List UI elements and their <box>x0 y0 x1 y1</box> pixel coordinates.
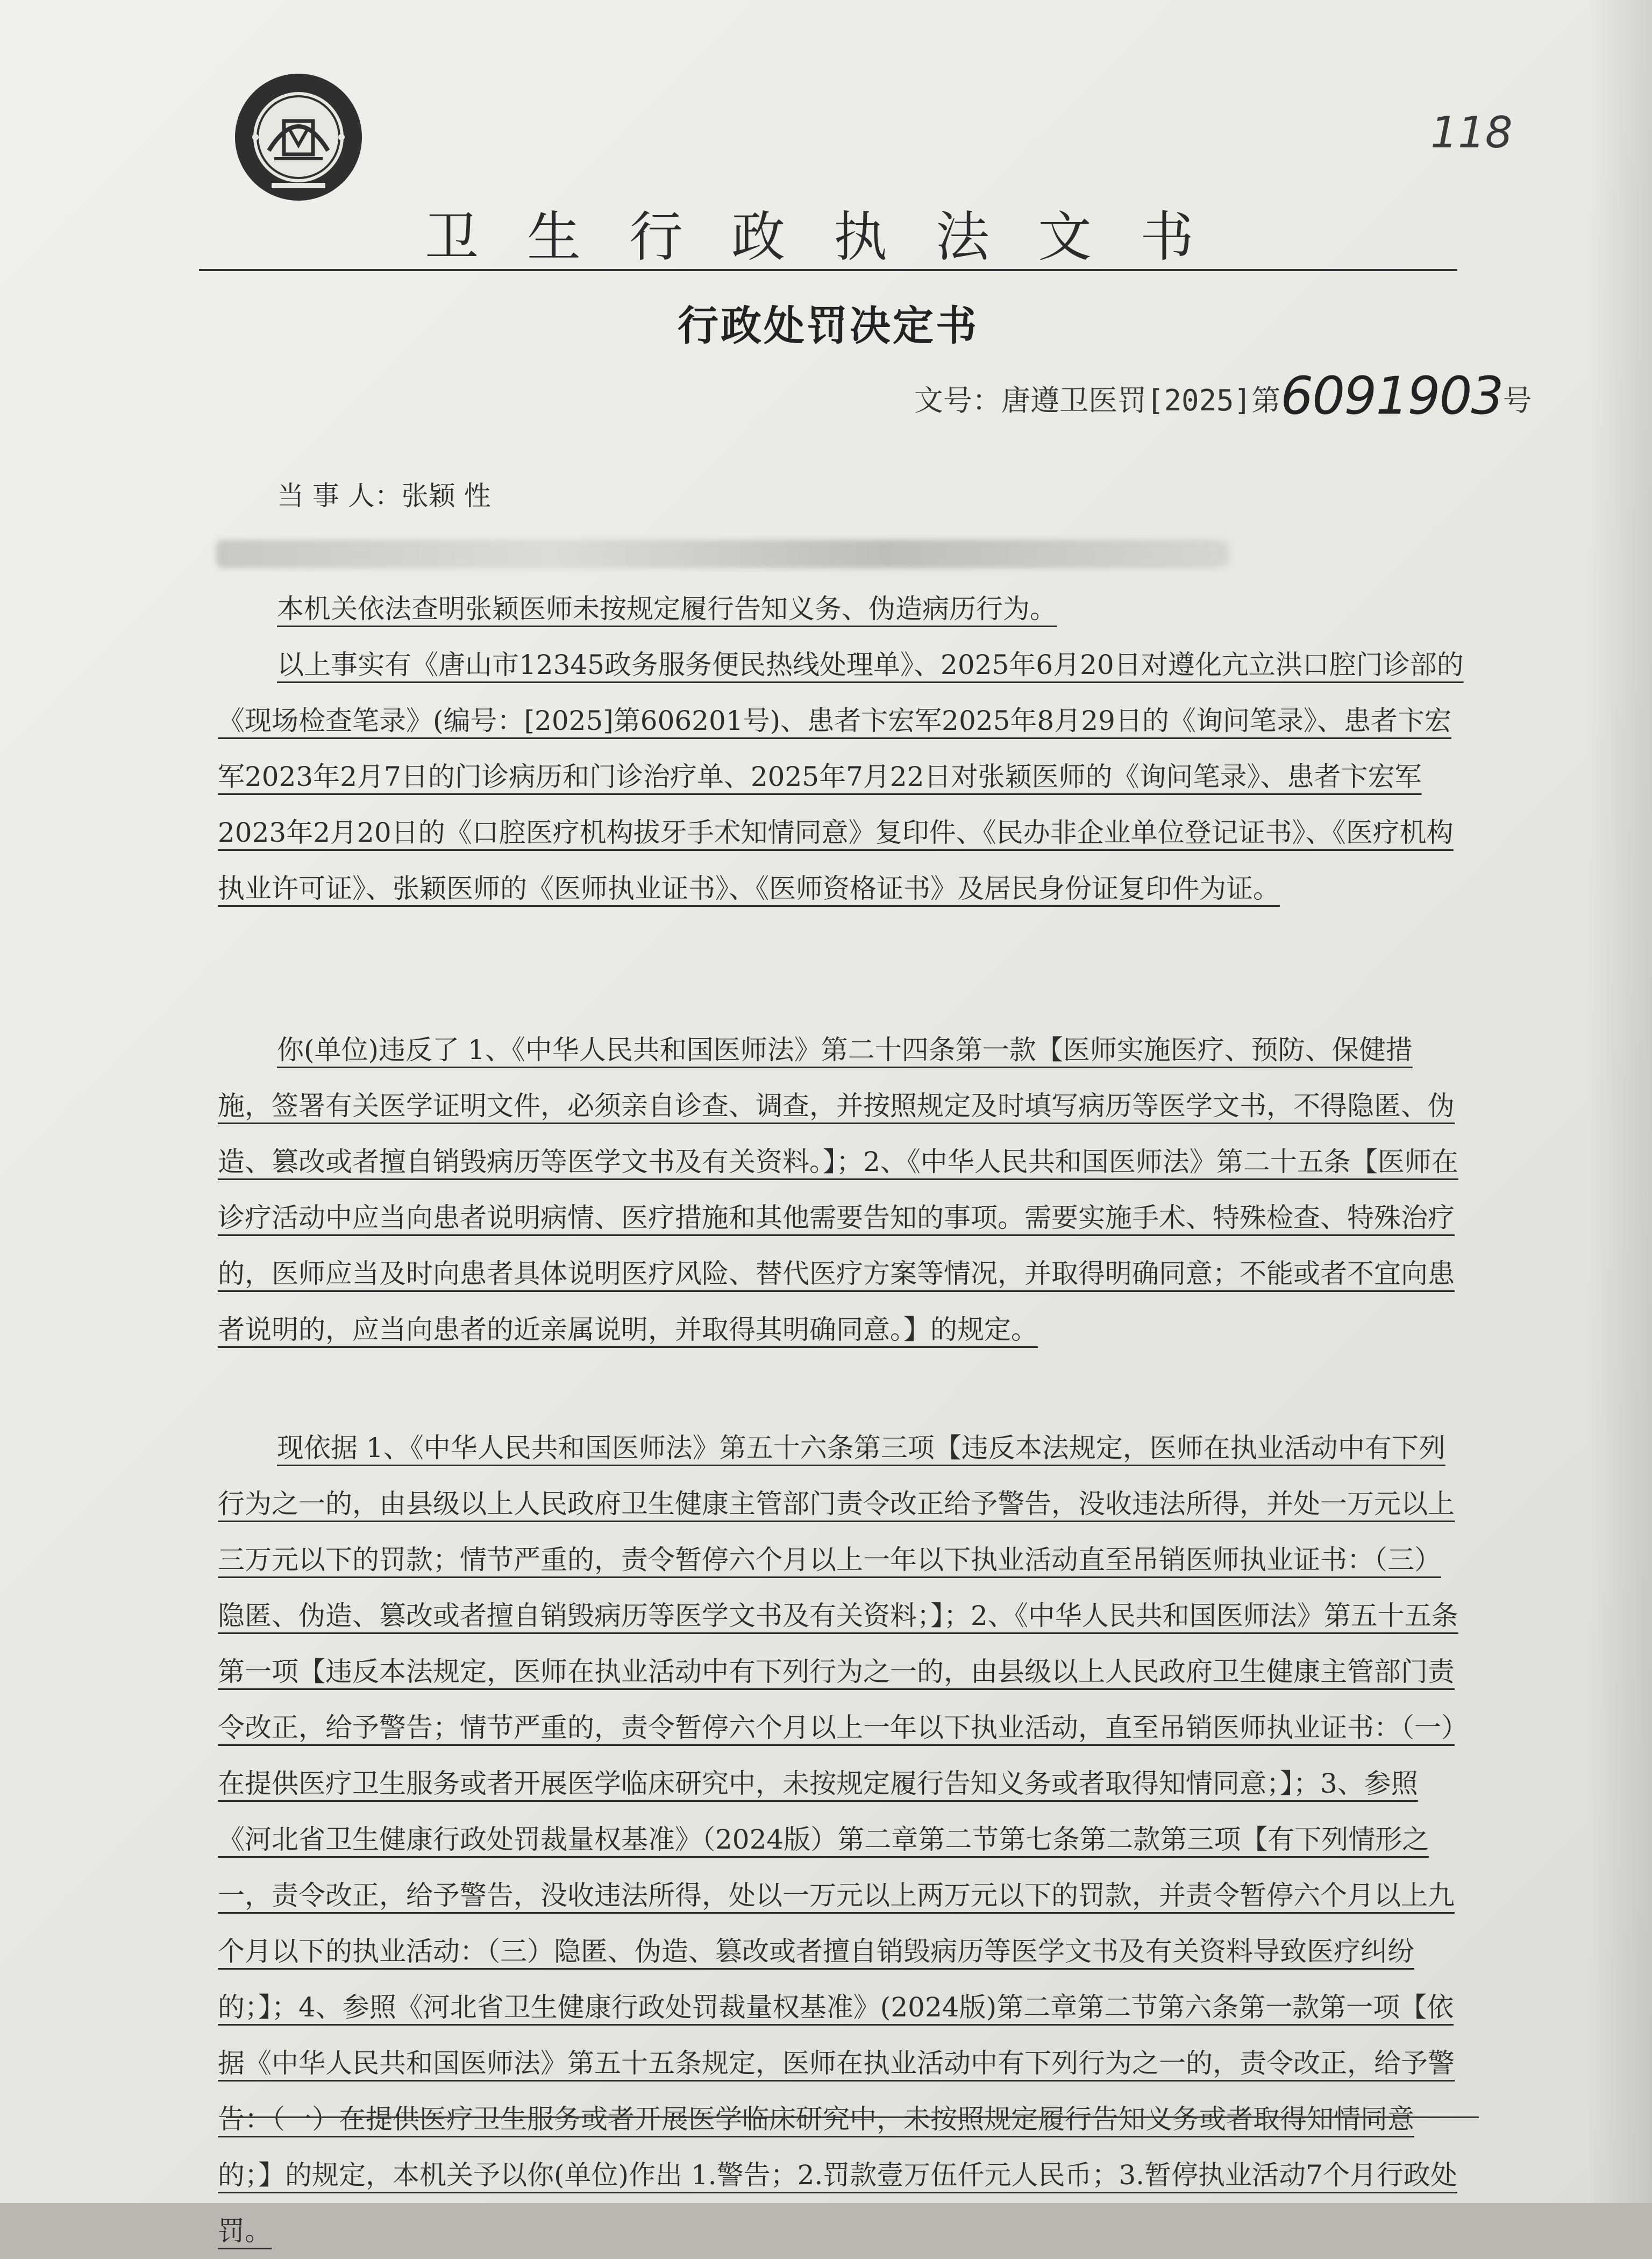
violation-paragraph: 你(单位)违反了 1、《中华人民共和国医师法》第二十四条第一款【医师实施医疗、预防、保健措施，签署有关医学证明文件，必须亲自诊查、调查，并按照规定及时填写病历等医学文书，不得隐匿、伪造、篡改或者擅自销毁病历等医学文书及有关资料。】；2、《中华人民共和国医师法》第二十五条【医师在诊疗活动中应当向患者说明病情、医疗措施和其他需要告知的事项。需要实施手术、特殊检查、特殊治疗的，医师应当及时向患者具体说明医疗风险、替代医疗方案等情况，并取得明确同意；不能或者不宜向患者说明的，应当向患者的近亲属说明，并取得其明确同意。】的规定。 <box>218 1034 1458 1345</box>
party-name: 张颖 <box>401 480 455 512</box>
document-main-title: 卫生行政执法文书 <box>425 205 1242 268</box>
party-line-2 <box>218 524 1465 580</box>
document-number <box>914 366 1532 426</box>
evidence-paragraph: 以上事实有《唐山市12345政务服务便民热线处理单》、2025年6月20日对遵化亢立洪口腔门诊部的《现场检查笔录》(编号：[2025]第606201号)、患者卞宏军2025年8月29日的《询问笔录》、患者卞宏军2023年2月7日的门诊病历和门诊治疗单、2025年7月22日对张颖医师的《询问笔录》、患者卞宏军2023年2月20日的《口腔医疗机构拔牙手术知情同意》复印件、《民办非企业单位登记证书》、《医疗机构执业许可证》、张颖医师的《医师执业证书》、《医师资格证书》及居民身份证复印件为证。 <box>218 649 1464 904</box>
doc-number-suffix: 号 <box>1503 383 1532 417</box>
redacted-block <box>218 542 1218 566</box>
finding-paragraph: 本机关依法查明张颖医师未按规定履行告知义务、伪造病历行为。 <box>277 593 1057 624</box>
title-divider <box>199 269 1457 271</box>
party-gender-label: 性 <box>464 480 491 512</box>
party-label: 当 事 人： <box>277 480 402 512</box>
page-shadow <box>1587 0 1652 2203</box>
doc-number-handwritten: 6091903 <box>1280 366 1503 426</box>
doc-number-prefix: 文号：唐遵卫医罚[2025]第 <box>914 383 1281 417</box>
document-sub-title: 行政处罚决定书 <box>678 302 979 350</box>
decision-paragraph: 现依据 1、《中华人民共和国医师法》第五十六条第三项【违反本法规定，医师在执业活动中有下列行为之一的，由县级以上人民政府卫生健康主管部门责令改正给予警告，没收违法所得，并处一万元以上三万元以下的罚款；情节严重的，责令暂停六个月以上一年以下执业活动直至吊销医师执业证书：（三）隐匿、伪造、篡改或者擅自销毁病历等医学文书及有关资料；】；2、《中华人民共和国医师法》第五十五条第一项【违反本法规定，医师在执业活动中有下列行为之一的，由县级以上人民政府卫生健康主管部门责令改正，给予警告；情节严重的，责令暂停六个月以上一年以下执业活动，直至吊销医师执业证书：（一）在提供医疗卫生服务或者开展医学临床研究中，未按规定履行告知义务或者取得知情同意；】；3、参照《河北省卫生健康行政处罚裁量权基准》（2024版）第二章第二节第七条第二款第三项【有下列情形之一，责令改正，给予警告，没收违法所得，处以一万元以上两万元以下的罚款，并责令暂停六个月以上九个月以下的执业活动：（三）隐匿、伪造、篡改或者擅自销毁病历等医学文书及有关资料导致医疗纠纷的；】；4、参照《河北省卫生健康行政处罚裁量权基准》(2024版)第二章第二节第六条第一款第一项【依据《中华人民共和国医师法》第五十五条规定，医师在执业活动中有下列行为之一的，责令改正，给予警告：（一）在提供医疗卫生服务或者开展医学临床研究中，未按照规定履行告知义务或者取得知情同意的；】的规定，本机关予以你(单位)作出 1.警告；2.罚款壹万伍仟元人民币；3.暂停执业活动7个月行政处罚。 <box>218 1432 1458 2247</box>
handwritten-page-number: 118 <box>1430 108 1513 158</box>
bottom-divider <box>226 2116 1479 2118</box>
health-inspection-seal-icon <box>231 70 366 204</box>
